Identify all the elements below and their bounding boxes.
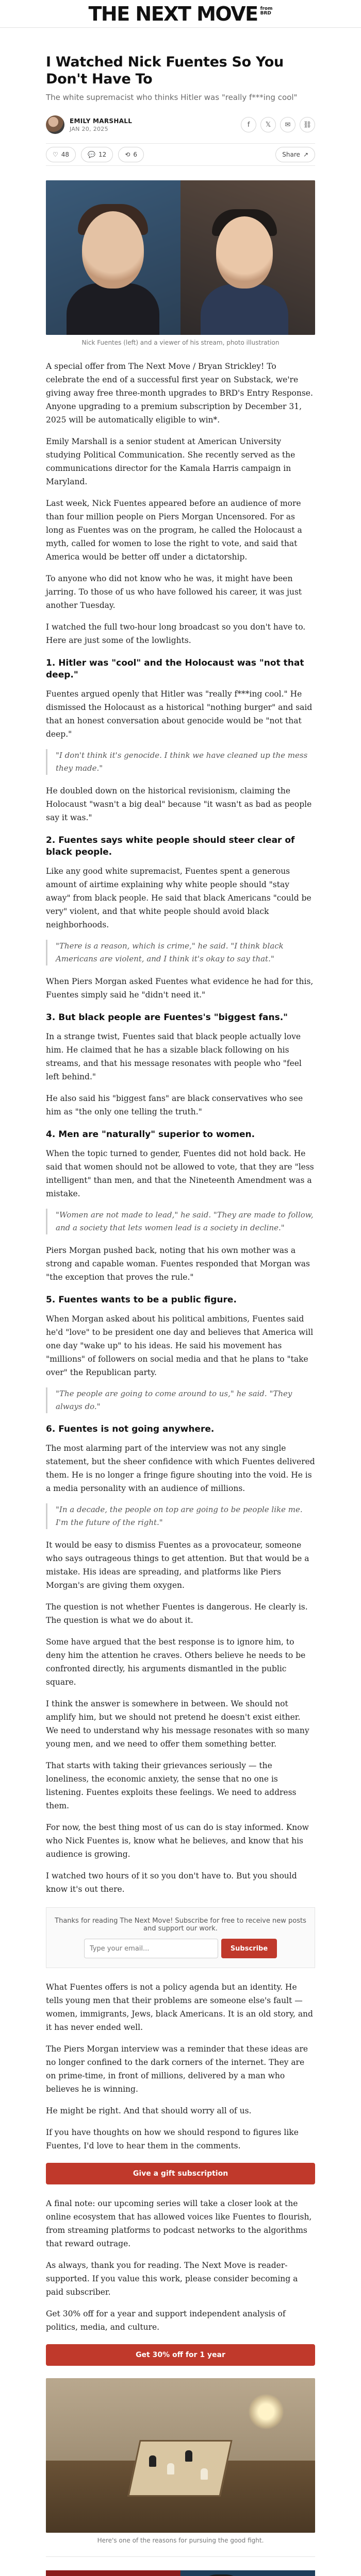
chess-image[interactable]	[46, 2378, 315, 2533]
paragraph: That starts with taking their grievances seriously — the loneliness, the economic anxiety, the sense that no one is listening. Fuentes exploits these feelings. We need to address them.	[46, 1761, 297, 1810]
post-date: JAN 20, 2025	[70, 125, 108, 132]
chess-piece	[185, 2450, 192, 2462]
section-heading: 5. Fuentes wants to be a public figure.	[46, 1295, 237, 1305]
paragraph: I think the answer is somewhere in between. We should not amplify him, but we should not pretend he doesn't exist either. We need to understand why his message resonates with so many young men, and we need to offer them something better.	[46, 1699, 309, 1749]
pull-quote: "The people are going to come around to us," he said. "They always do."	[46, 1387, 315, 1413]
author-block	[46, 115, 132, 134]
section-heading: 2. Fuentes says white people should steer clear of black people.	[46, 835, 295, 857]
hero-caption: Nick Fuentes (left) and a viewer of his stream, photo illustration	[81, 339, 280, 346]
intro-author-note: Emily Marshall is a senior student at American University studying Political Communication. She recently served as the communications director for the Kamala Harris campaign in Maryland.	[46, 437, 296, 486]
top-bar	[0, 0, 361, 28]
discount-button[interactable]: Get 30% off for 1 year	[46, 2344, 315, 2366]
post-container	[46, 28, 315, 2576]
paragraph: He doubled down on the historical revisionism, claiming the Holocaust "wasn't a big deal" because "it wasn't as bad as people say it was."	[46, 786, 312, 822]
comment-count: 12	[99, 151, 107, 158]
author-avatar[interactable]	[46, 115, 64, 134]
email-icon[interactable]: ✉	[280, 117, 296, 132]
link-icon[interactable]: ⛓	[300, 117, 315, 132]
paragraph: The most alarming part of the interview was not any single statement, but the sheer confidence with which Fuentes delivered them. He is no longer a fringe figure shouting into the void. He is a media personality with an audience of millions.	[46, 1444, 315, 1493]
paragraph: In a strange twist, Fuentes said that black people actually love him. He claimed that he has a sizable black following on his streams, and that his message resonates with people who "feel left behind."	[46, 1032, 302, 1081]
pull-quote: "I don't think it's genocide. I think we have cleaned up the mess they made."	[46, 749, 315, 775]
paragraph: The question is not whether Fuentes is dangerous. He clearly is. The question is what we do about it.	[46, 1602, 308, 1625]
figure-right-face	[216, 216, 273, 289]
brd-from: from	[260, 6, 273, 11]
paragraph: He might be right. And that should worry all of us.	[46, 2106, 252, 2115]
brd-name: BRD	[260, 10, 271, 16]
subscribe-button[interactable]: Subscribe	[221, 1939, 277, 1958]
share-label: Share	[282, 151, 300, 158]
pull-quote: "Women are not made to lead," he said. "They are made to follow, and a society that lets women lead is a society in decline."	[46, 1209, 315, 1234]
author-name[interactable]: EMILY MARSHALL	[70, 117, 133, 125]
paragraph: If you have thoughts on how we should respond to figures like Fuentes, I'd love to hear them in the comments.	[46, 2128, 299, 2150]
paragraph: As always, thank you for reading. The Next Move is reader-supported. If you value this work, please consider becoming a paid subscriber.	[46, 2261, 298, 2297]
paragraph: To anyone who did not know who he was, it might have been jarring. To those of us who have followed his career, it was just another Tuesday.	[46, 574, 302, 610]
lamp-glow	[248, 2394, 284, 2430]
paragraph: When Morgan asked about his political ambitions, Fuentes said he'd "love" to be president one day and believes that America will one day "wake up" to his ideas. He said his movement has "millions" of followers on social media and that he plans to "take over" the Republican party.	[46, 1314, 314, 1377]
email-input[interactable]	[84, 1939, 218, 1958]
heart-icon: ♡	[53, 151, 58, 158]
like-button[interactable]	[46, 147, 76, 162]
pull-quote: "In a decade, the people on top are going to be people like me. I'm the future of the right."	[46, 1503, 315, 1529]
related-image[interactable]	[46, 2570, 315, 2576]
article-body	[46, 360, 315, 2544]
paragraph: Get 30% off for a year and support independent analysis of politics, media, and culture.	[46, 2309, 286, 2332]
brd-badge	[260, 7, 273, 16]
hero-image[interactable]	[46, 180, 315, 335]
section-heading: 4. Men are "naturally" superior to women.	[46, 1129, 255, 1140]
paragraph: Piers Morgan pushed back, noting that his own mother was a strong and capable woman. Fuentes responded that Morgan was "the exception that proves the rule."	[46, 1246, 310, 1282]
paragraph: He also said his "biggest fans" are black conservatives who see him as "the only one telling the truth."	[46, 1094, 303, 1116]
share-button[interactable]	[275, 147, 315, 162]
intro-offer: A special offer from The Next Move / Bryan Strickley! To celebrate the end of a successful first year on Substack, we're giving away free three-month upgrades to BRD's Entry Response. Anyone upgrading to a premium subscription by December 31, 2025 will be automatically eligible to win*.	[46, 362, 313, 425]
paragraph: The Piers Morgan interview was a reminder that these ideas are no longer confined to the dark corners of the internet. They are on prime-time, in front of millions, delivered by a man who believes he is winning.	[46, 2044, 308, 2094]
comment-button[interactable]	[81, 147, 113, 162]
paragraph: What Fuentes offers is not a policy agenda but an identity. He tells young men that their problems are someone else's fault — women, immigrants, Jews, black Americans. It is an old story, and it has never ended well.	[46, 1982, 313, 2032]
restack-count: 6	[133, 151, 137, 158]
related-post[interactable]	[46, 2570, 315, 2576]
paragraph: Fuentes argued openly that Hitler was "really f***ing cool." He dismissed the Holocaust as a historical "nothing burger" and said that an honest conversation about genocide would be "not that deep."	[46, 689, 313, 739]
paragraph: Last week, Nick Fuentes appeared before an audience of more than four million people on Piers Morgan Uncensored. For as long as Fuentes was on the program, he called the Holocaust a myth, called for women to lose the right to vote, and said that America would be better off under a dictatorship.	[46, 499, 302, 562]
share-icon: ↗	[303, 151, 308, 158]
paragraph: Some have argued that the best response is to ignore him, to deny him the attention he craves. Others believe he needs to be confronted directly, his arguments dismantled in the public square.	[46, 1637, 306, 1687]
post-subtitle: The white supremacist who thinks Hitler was "really f***ing cool"	[46, 93, 298, 102]
paragraph: It would be easy to dismiss Fuentes as a provocateur, someone who says outrageous things to get attention. But that would be a mistake. His ideas are spreading, and platforms like Piers Morgan's are giving them oxygen.	[46, 1540, 309, 1590]
paragraph: I watched the full two-hour long broadcast so you don't have to. Here are just some of the lowlights.	[46, 622, 306, 645]
comment-icon: 💬	[88, 151, 95, 158]
gift-subscription-button[interactable]: Give a gift subscription	[46, 2163, 315, 2184]
like-count: 48	[61, 151, 70, 158]
paragraph: I watched two hours of it so you don't have to. But you should know it's out there.	[46, 1871, 297, 1894]
paragraph: When the topic turned to gender, Fuentes did not hold back. He said that women should not be allowed to vote, that they are "less intelligent" than men, and that the Nineteenth Amendment was a mistake.	[46, 1149, 314, 1198]
figure-left-body	[67, 283, 159, 335]
paragraph: For now, the best thing most of us can do is stay informed. Know who Nick Fuentes is, know what he believes, and know that his audience is growing.	[46, 1823, 309, 1859]
chess-piece	[149, 2455, 156, 2467]
paragraph: A final note: our upcoming series will take a closer look at the online ecosystem that has allowed voices like Fuentes to flourish, from streaming platforms to podcast networks to the algorithms that reward outrage.	[46, 2199, 312, 2248]
paragraph: When Piers Morgan asked Fuentes what evidence he had for this, Fuentes simply said he "didn't need it."	[46, 977, 314, 999]
byline	[46, 114, 315, 135]
figure-left-face	[82, 211, 144, 289]
facebook-icon[interactable]: f	[241, 117, 256, 132]
chess-piece	[201, 2468, 208, 2480]
section-heading: 1. Hitler was "cool" and the Holocaust was "not that deep."	[46, 658, 304, 680]
restack-button[interactable]	[118, 147, 144, 162]
related-posts	[46, 2556, 315, 2576]
pull-quote: "There is a reason, which is crime," he said. "I think black Americans are violent, and I think it's okay to say that."	[46, 940, 315, 965]
figure-right-body	[201, 284, 288, 335]
hero-figure	[46, 180, 315, 346]
x-icon[interactable]: 𝕏	[260, 117, 276, 132]
section-heading: 6. Fuentes is not going anywhere.	[46, 1424, 215, 1434]
section-heading: 3. But black people are Fuentes's "biggest fans."	[46, 1012, 288, 1023]
mid-caption: Here's one of the reasons for pursuing the good fight.	[97, 2537, 264, 2544]
post-title: I Watched Nick Fuentes So You Don't Have To	[46, 54, 284, 87]
publication-logo[interactable]: THE NEXT MOVE	[88, 2, 258, 25]
subscribe-prompt: Thanks for reading The Next Move! Subscribe for free to receive new posts and support our work.	[55, 1917, 306, 1933]
restack-icon: ⟲	[125, 151, 130, 158]
chess-piece	[167, 2463, 174, 2475]
paragraph: Like any good white supremacist, Fuentes spent a generous amount of airtime explaining why white people should "stay away" from black people. He said that black Americans "could be very" violent, and that white people should avoid black neighborhoods.	[46, 867, 311, 929]
engagement-bar	[46, 143, 315, 166]
mid-figure	[46, 2378, 315, 2544]
chess-board	[127, 2440, 232, 2497]
social-icons	[241, 117, 315, 132]
subscribe-widget	[46, 1907, 315, 1968]
